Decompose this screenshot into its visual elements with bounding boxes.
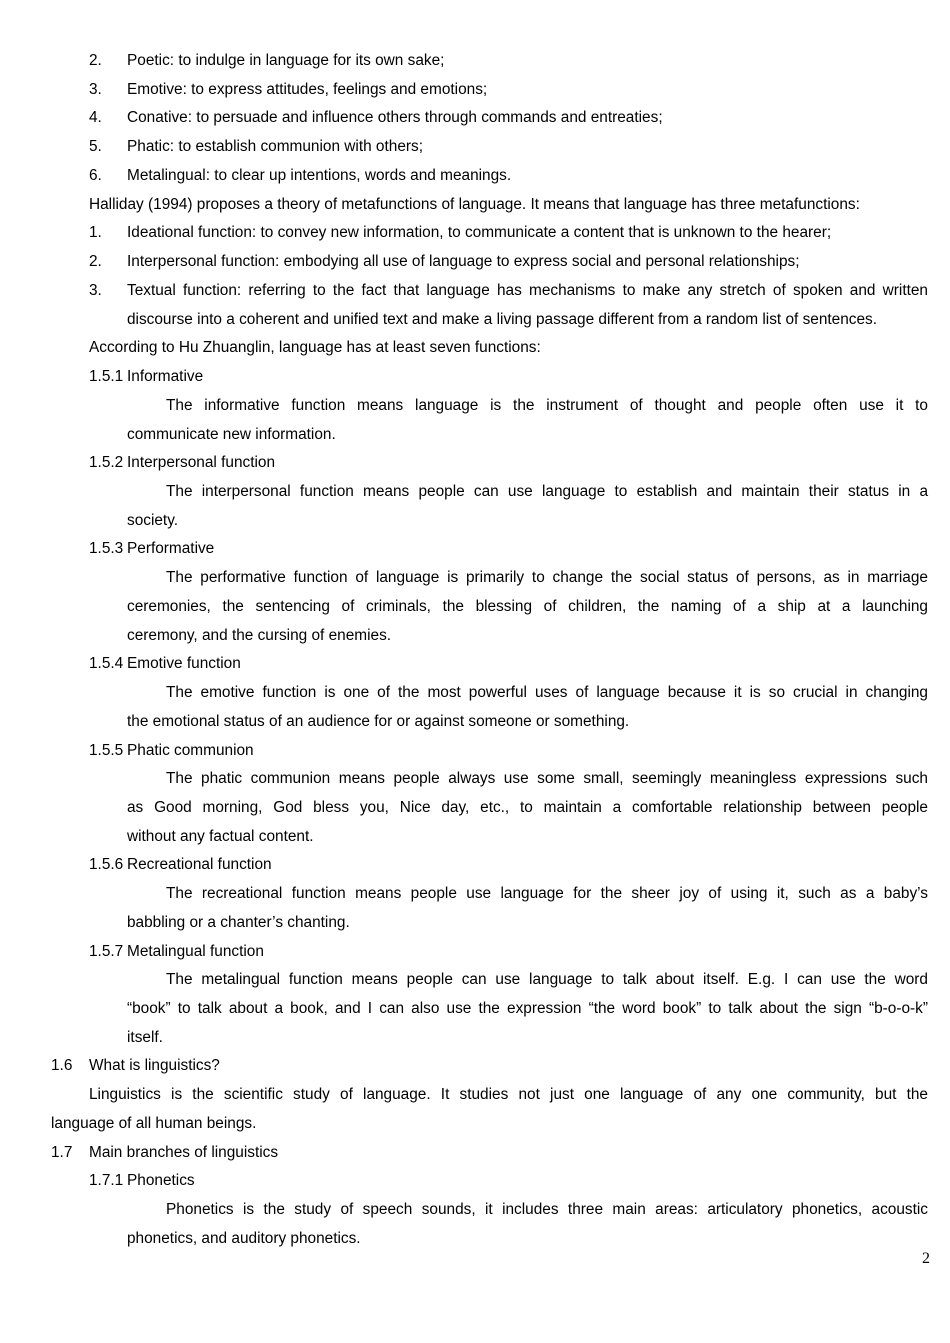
paragraph-line: phonetics, and auditory phonetics. [127, 1230, 361, 1247]
section-title: Main branches of linguistics [89, 1144, 279, 1161]
paragraph-line: The recreational function means people use language for the sheer joy of using it, such as a baby’s [166, 885, 928, 902]
list-item-text: Interpersonal function: embodying all use of language to express social and personal relationships; [127, 253, 800, 270]
paragraph-line: The performative function of language is primarily to change the social status of persons, as in marriage [166, 569, 928, 586]
list-number: 6. [89, 167, 102, 184]
paragraph-line: The metalingual function means people can use language to talk about itself. E.g. I can use the word [166, 971, 928, 988]
section-number: 1.7 [51, 1144, 73, 1161]
subsection-title: Informative [127, 368, 204, 385]
paragraph-line: The interpersonal function means people can use language to establish and maintain their status in a [166, 483, 928, 500]
paragraph-line: ceremonies, the sentencing of criminals, the blessing of children, the naming of a ship at a launching [127, 598, 928, 615]
paragraph-line: without any factual content. [127, 828, 314, 845]
list-number: 3. [89, 81, 102, 98]
subsection-number: 1.5.1 [89, 368, 124, 385]
subsection-title: Interpersonal function [127, 454, 276, 471]
subsection-title: Metalingual function [127, 943, 264, 960]
list-number: 5. [89, 138, 102, 155]
paragraph-line: Phonetics is the study of speech sounds, it includes three main areas: articulatory phonetics, acoustic [166, 1201, 928, 1218]
page-number: 2 [922, 1250, 930, 1267]
paragraph-line: babbling or a chanter’s chanting. [127, 914, 350, 931]
paragraph-line: society. [127, 512, 179, 529]
section-number: 1.6 [51, 1057, 73, 1074]
list-item-text: Emotive: to express attitudes, feelings and emotions; [127, 81, 488, 98]
subsection-number: 1.5.2 [89, 454, 124, 471]
hu-intro: According to Hu Zhuanglin, language has at least seven functions: [89, 339, 541, 356]
subsection-number: 1.5.6 [89, 856, 124, 873]
paragraph-line: ceremony, and the cursing of enemies. [127, 627, 392, 644]
paragraph-line: the emotional status of an audience for or against someone or something. [127, 713, 630, 730]
subsection-title: Recreational function [127, 856, 272, 873]
paragraph-line: The phatic communion means people always use some small, seemingly meaningless expressions such [166, 770, 928, 787]
subsection-number: 1.7.1 [89, 1172, 124, 1189]
list-item-text: Conative: to persuade and influence others through commands and entreaties; [127, 109, 663, 126]
list-item-text: Phatic: to establish communion with others; [127, 138, 423, 155]
list-item-text: Textual function: referring to the fact that language has mechanisms to make any stretch of spoken and written [127, 282, 928, 299]
subsection-number: 1.5.5 [89, 742, 124, 759]
list-item-text: Ideational function: to convey new information, to communicate a content that is unknown to the hearer; [127, 224, 832, 241]
subsection-number: 1.5.7 [89, 943, 124, 960]
subsection-title: Emotive function [127, 655, 241, 672]
paragraph-line: The informative function means language is the instrument of thought and people often use it to [166, 397, 928, 414]
list-number: 3. [89, 282, 102, 299]
list-item-text-continued: discourse into a coherent and unified text and make a living passage different from a random list of sentences. [127, 311, 878, 328]
list-number: 4. [89, 109, 102, 126]
subsection-title: Performative [127, 540, 215, 557]
paragraph-line: itself. [127, 1029, 163, 1046]
paragraph-line: communicate new information. [127, 426, 336, 443]
paragraph-line: language of all human beings. [51, 1115, 257, 1132]
halliday-intro: Halliday (1994) proposes a theory of metafunctions of language. It means that language has three metafunctions: [89, 196, 860, 213]
paragraph-line: The emotive function is one of the most powerful uses of language because it is so crucial in changing [166, 684, 928, 701]
paragraph-line: “book” to talk about a book, and I can also use the expression “the word book” to talk about the sign “b-o-o-k” [127, 1000, 928, 1017]
list-number: 1. [89, 224, 102, 241]
subsection-title: Phatic communion [127, 742, 254, 759]
section-title: What is linguistics? [89, 1057, 220, 1074]
list-number: 2. [89, 52, 102, 69]
list-number: 2. [89, 253, 102, 270]
subsection-title: Phonetics [127, 1172, 195, 1189]
paragraph-line: as Good morning, God bless you, Nice day, etc., to maintain a comfortable relationship between people [127, 799, 928, 816]
list-item-text: Poetic: to indulge in language for its own sake; [127, 52, 445, 69]
subsection-number: 1.5.4 [89, 655, 124, 672]
list-item-text: Metalingual: to clear up intentions, words and meanings. [127, 167, 512, 184]
paragraph-line: Linguistics is the scientific study of language. It studies not just one language of any one community, but the [89, 1086, 928, 1103]
subsection-number: 1.5.3 [89, 540, 124, 557]
list-item [89, 47, 102, 75]
